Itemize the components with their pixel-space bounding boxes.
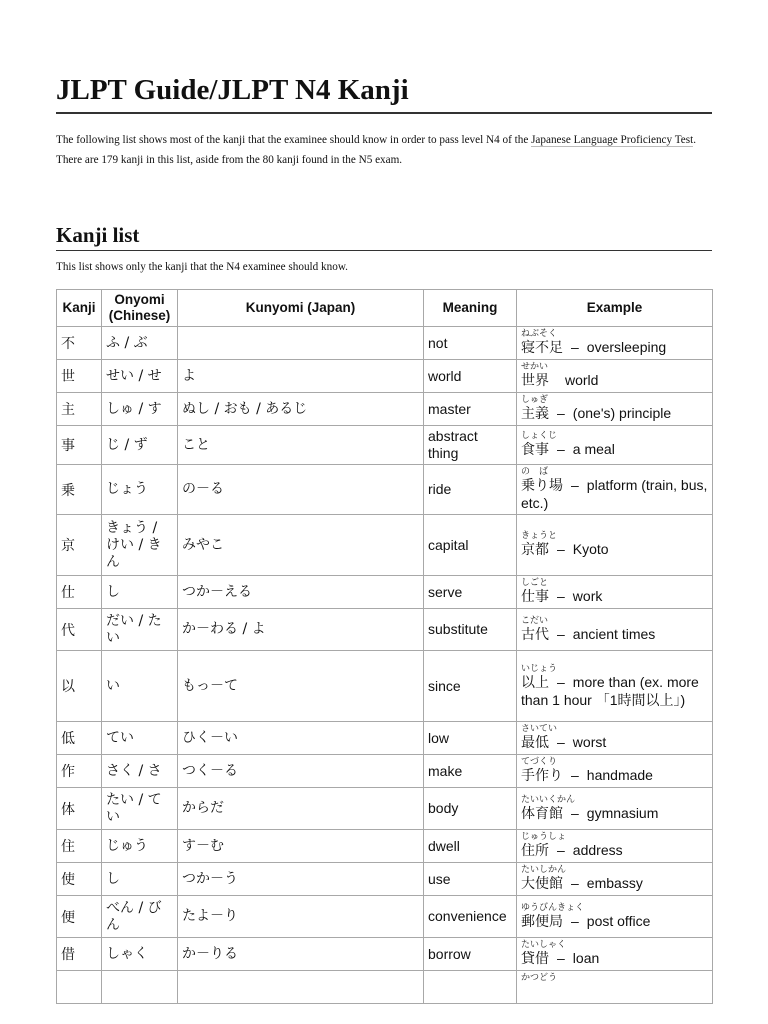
example-dash: – (557, 625, 565, 642)
onyomi-cell: し (102, 863, 178, 896)
furigana: しょくじ (521, 431, 558, 441)
example-dash: – (557, 842, 565, 858)
example-word: 住所 (521, 843, 549, 859)
kanji-cell: 主 (57, 393, 102, 426)
meaning-cell: master (424, 393, 517, 426)
example-gloss: Kyoto (572, 541, 609, 557)
kunyomi-cell (178, 971, 424, 1004)
kunyomi-cell: こと (178, 426, 424, 465)
kunyomi-cell: の－る (178, 465, 424, 515)
meaning-cell: substitute (424, 609, 517, 651)
furigana: ゆうびんきょく (521, 902, 585, 913)
kanji-cell: 以 (57, 651, 102, 722)
onyomi-cell (102, 971, 178, 1004)
example-dash: – (557, 588, 565, 604)
example-gloss: world (565, 372, 599, 388)
example-cell (517, 465, 713, 515)
example-gloss: work (572, 588, 603, 604)
onyomi-cell: じゅう (102, 830, 178, 863)
title-divider (56, 112, 712, 114)
example-cell (517, 576, 713, 609)
header-kanji: Kanji (57, 290, 102, 327)
furigana: たいしかん (521, 865, 567, 875)
example-dash: – (571, 477, 579, 493)
onyomi-cell: い (102, 651, 178, 722)
table-row (57, 426, 713, 465)
example-word: 郵便局 (521, 913, 563, 930)
kunyomi-cell: か－りる (178, 938, 424, 971)
onyomi-cell: しゃく (102, 938, 178, 971)
example-word: 乗り場 (521, 478, 563, 494)
kunyomi-cell: からだ (178, 788, 424, 830)
example-cell (517, 863, 713, 896)
table-row (57, 971, 713, 1004)
header-meaning: Meaning (424, 290, 517, 327)
example-word: 世界 (521, 373, 549, 389)
header-onyomi: Onyomi (Chinese) (102, 290, 178, 327)
example-gloss: (one's) principle (572, 405, 672, 421)
example-gloss: oversleeping (586, 339, 667, 355)
jlpt-link[interactable]: Japanese Language Proficiency Test (531, 134, 694, 146)
meaning-cell: ride (424, 465, 517, 515)
example-cell (517, 651, 713, 722)
example-cell (517, 426, 713, 465)
example-word: 古代 (521, 626, 549, 643)
table-header-row (57, 290, 713, 327)
furigana: ねぶそく (521, 329, 558, 339)
onyomi-cell: てい (102, 722, 178, 755)
furigana: たいいくかん (521, 794, 576, 805)
kanji-cell: 住 (57, 830, 102, 863)
example-gloss: gymnasium (586, 804, 659, 821)
kanji-cell: 仕 (57, 576, 102, 609)
table-row (57, 576, 713, 609)
example-word: 仕事 (521, 589, 549, 605)
intro-text-before: The following list shows most of the kanji that the examinee should know in order to pass level N4 of the (56, 134, 532, 146)
meaning-cell: use (424, 863, 517, 896)
kanji-cell: 事 (57, 426, 102, 465)
kunyomi-cell: ぬし / おも / あるじ (178, 393, 424, 426)
kunyomi-cell (178, 327, 424, 360)
example-word: 主義 (521, 406, 549, 422)
kanji-cell: 乗 (57, 465, 102, 515)
meaning-cell: dwell (424, 830, 517, 863)
example-word: 貸借 (521, 951, 549, 967)
example-dash: – (557, 950, 565, 966)
example-gloss: worst (572, 734, 607, 750)
kunyomi-cell: ひく－い (178, 722, 424, 755)
example-cell (517, 393, 713, 426)
kanji-cell: 世 (57, 360, 102, 393)
meaning-cell: since (424, 651, 517, 722)
meaning-cell: borrow (424, 938, 517, 971)
example-word: 手作り (521, 768, 563, 784)
kanji-cell: 作 (57, 755, 102, 788)
example-word: 体育館 (521, 805, 563, 822)
meaning-cell: low (424, 722, 517, 755)
example-gloss: post office (586, 912, 651, 929)
example-gloss: handmade (586, 767, 653, 783)
kanji-table (56, 289, 713, 1004)
example-cell (517, 971, 713, 1004)
furigana: さいてい (521, 724, 558, 734)
example-gloss: loan (572, 950, 600, 966)
table-row (57, 360, 713, 393)
example-gloss: address (572, 842, 623, 858)
section-heading: Kanji list (56, 223, 140, 247)
header-kunyomi: Kunyomi (Japan) (178, 290, 424, 327)
example-word: 食事 (521, 442, 549, 458)
kunyomi-cell: か－わる / よ (178, 609, 424, 651)
furigana: きょうと (521, 531, 558, 541)
kunyomi-cell: つか－う (178, 863, 424, 896)
kunyomi-cell: たよ－り (178, 896, 424, 938)
example-dash: – (571, 767, 579, 783)
kunyomi-cell: つく－る (178, 755, 424, 788)
example-cell (517, 788, 713, 830)
kunyomi-cell: よ (178, 360, 424, 393)
furigana: てづくり (521, 757, 558, 767)
meaning-cell (424, 971, 517, 1004)
meaning-cell: serve (424, 576, 517, 609)
table-row (57, 327, 713, 360)
kanji-cell: 便 (57, 896, 102, 938)
table-row (57, 722, 713, 755)
example-word: 大使館 (521, 876, 563, 892)
furigana: じゅうしょ (521, 832, 567, 842)
section-note: This list shows only the kanji that the N4 examinee should know. (56, 261, 348, 273)
kanji-cell: 京 (57, 515, 102, 576)
meaning-cell: world (424, 360, 517, 393)
example-dash: – (557, 734, 565, 750)
example-gloss: ancient times (572, 625, 656, 642)
kunyomi-cell: みやこ (178, 515, 424, 576)
example-dash: – (571, 804, 579, 821)
kanji-cell: 低 (57, 722, 102, 755)
onyomi-cell: べん / びん (102, 896, 178, 938)
table-row (57, 788, 713, 830)
example-gloss: a meal (572, 441, 615, 457)
onyomi-cell: ふ / ぶ (102, 327, 178, 360)
onyomi-cell: さく / さ (102, 755, 178, 788)
kunyomi-cell: もっ－て (178, 651, 424, 722)
onyomi-cell: だい / たい (102, 609, 178, 651)
example-cell (517, 360, 713, 393)
table-row (57, 863, 713, 896)
example-cell (517, 755, 713, 788)
meaning-cell: capital (424, 515, 517, 576)
kunyomi-cell: つか－える (178, 576, 424, 609)
intro-text-after: . There are 179 kanji in this list, aside from the 80 kanji found in the N5 exam. (56, 134, 696, 166)
furigana: いじょう (521, 663, 558, 674)
table-row (57, 609, 713, 651)
section-divider (56, 250, 712, 251)
furigana: せかい (521, 362, 549, 372)
furigana: の ば (521, 467, 549, 477)
example-cell (517, 938, 713, 971)
intro-paragraph (56, 130, 712, 170)
table-row (57, 515, 713, 576)
example-word: 最低 (521, 735, 549, 751)
onyomi-cell: きょう / けい / きん (102, 515, 178, 576)
table-row (57, 393, 713, 426)
meaning-cell: abstract thing (424, 426, 517, 465)
example-dash: – (557, 405, 565, 421)
furigana: かつどう (521, 973, 558, 983)
example-dash: – (557, 441, 565, 457)
example-cell (517, 609, 713, 651)
kunyomi-cell: す－む (178, 830, 424, 863)
table-row (57, 896, 713, 938)
meaning-cell: convenience (424, 896, 517, 938)
onyomi-cell: せい / せ (102, 360, 178, 393)
example-gloss: platform (train, bus, etc.) (521, 477, 708, 511)
kanji-cell: 借 (57, 938, 102, 971)
kanji-cell (57, 971, 102, 1004)
onyomi-cell: し (102, 576, 178, 609)
furigana: たいしゃく (521, 940, 567, 950)
page-title: JLPT Guide/JLPT N4 Kanji (56, 74, 409, 106)
example-cell (517, 515, 713, 576)
furigana: しごと (521, 578, 549, 588)
example-word: 京都 (521, 542, 549, 558)
example-dash: – (557, 541, 565, 557)
header-example: Example (517, 290, 713, 327)
table-body (57, 327, 713, 1004)
example-word: 以上 (521, 674, 549, 691)
example-gloss: more than (ex. more than 1 hour 「1時間以上」) (521, 673, 699, 708)
example-word: 寝不足 (521, 340, 563, 356)
example-cell (517, 327, 713, 360)
kanji-cell: 体 (57, 788, 102, 830)
example-dash: – (571, 339, 579, 355)
table-row (57, 465, 713, 515)
onyomi-cell: じ / ず (102, 426, 178, 465)
example-cell (517, 830, 713, 863)
example-dash: – (571, 875, 579, 891)
table-row (57, 938, 713, 971)
example-cell (517, 722, 713, 755)
meaning-cell: make (424, 755, 517, 788)
table-row (57, 651, 713, 722)
furigana: しゅぎ (521, 395, 549, 405)
kanji-cell: 不 (57, 327, 102, 360)
furigana: こだい (521, 615, 549, 626)
table-row (57, 755, 713, 788)
table-row (57, 830, 713, 863)
onyomi-cell: しゅ / す (102, 393, 178, 426)
kanji-cell: 代 (57, 609, 102, 651)
onyomi-cell: じょう (102, 465, 178, 515)
example-dash: – (571, 912, 579, 929)
kanji-cell: 使 (57, 863, 102, 896)
example-cell (517, 896, 713, 938)
example-gloss: embassy (586, 875, 643, 891)
onyomi-cell: たい / てい (102, 788, 178, 830)
meaning-cell: body (424, 788, 517, 830)
meaning-cell: not (424, 327, 517, 360)
example-dash: – (557, 673, 565, 690)
